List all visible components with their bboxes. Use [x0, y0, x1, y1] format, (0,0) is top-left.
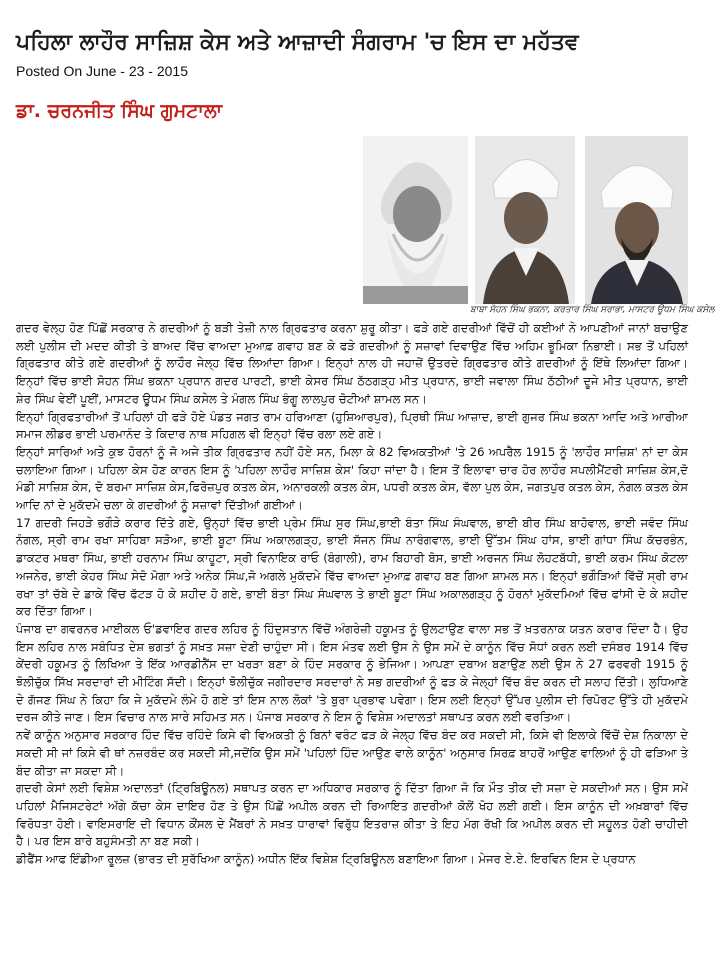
photo-caption: ਬਾਬਾ ਸੋਹਨ ਸਿੰਘ ਭਕਨਾ, ਕਰਤਾਰ ਸਿੰਘ ਸਰਾਭਾ, ਮਾਸਟਰ ਊਧਮ ਸਿੰਘ ਕਸੇਲ	[470, 305, 715, 315]
posted-date: Posted On June - 23 - 2015	[16, 63, 188, 79]
portrait-photo-2	[475, 136, 575, 304]
article-paragraph: ਗਦਰੀ ਕੇਸਾਂ ਲਈ ਵਿਸ਼ੇਸ਼ ਅਦਾਲਤਾਂ (ਟ੍ਰਿਬਿਊਨਲ) ਸਥਾਪਤ ਕਰਨ ਦਾ ਅਧਿਕਾਰ ਸਰਕਾਰ ਨੂੰ ਦਿੱਤਾ ਗਿਆ ਜੋ ਕਿ ਮੌਤ ਤੀਕ ਦੀ ਸਜ਼ਾ ਦੇ ਸਕਦੀਆਂ ਸਨ। ਉਸ ਸਮੇਂ ਪਹਿਲਾਂ ਮੈਜਿਸਟਰੇਟਾਂ ਅੱਗੇ ਕੱਚਾ ਕੇਸ ਦਾਇਰ ਹੋਣ ਤੇ ਉਸ ਪਿੱਛੋਂ ਅਪੀਲ ਕਰਨ ਦੀ ਰਿਆਇਤ ਗਦਰੀਆਂ ਕੋਲੋਂ ਖੋਹ ਲਈ ਗਈ। ਇਸ ਕਾਨੂੰਨ ਦੀ ਅਖ਼ਬਾਰਾਂ ਵਿੱਚ ਵਿਰੋਧਤਾ ਹੋਈ। ਵਾਇਸਰਾਇ ਦੀ ਵਿਧਾਨ ਕੌਂਸਲ ਦੇ ਮੈਂਬਰਾਂ ਨੇ ਸਖ਼ਤ ਧਾਰਾਵਾਂ ਵਿਰੁੱਧ ਇਤਰਾਜ਼ ਕੀਤਾ ਤੇ ਇਹ ਮੰਗ ਰੱਖੀ ਕਿ ਅਪੀਲ ਕਰਨ ਦੀ ਸਹੂਲਤ ਹੋਣੀ ਚਾਹੀਦੀ ਹੈ। ਪਰ ਇਸ ਬਾਰੇ ਬਹੁਸੰਮਤੀ ਨਾ ਬਣ ਸਕੀ।	[16, 781, 688, 849]
article-paragraph: ਡੀਫੈਂਸ ਆਫ ਇੰਡੀਆ ਰੂਲਜ਼ (ਭਾਰਤ ਦੀ ਸੁਰੱਖਿਆ ਕਾਨੂੰਨ) ਅਧੀਨ ਇੱਕ ਵਿਸ਼ੇਸ਼ ਟ੍ਰਿਬਿਊਨਲ ਬਣਾਇਆ ਗਿਆ। ਮੇਜਰ ਏ.ਏ. ਇਰਵਿਨ ਇਸ ਦੇ ਪ੍ਰਧਾਨ	[16, 852, 636, 867]
article-body	[16, 320, 688, 869]
article-paragraph: ਇਨ੍ਹਾਂ ਗ੍ਰਿਫਤਾਰੀਆਂ ਤੋਂ ਪਹਿਲਾਂ ਹੀ ਫੜੇ ਹੋਏ ਪੰਡਤ ਜਗਤ ਰਾਮ ਹਰਿਆਣਾ (ਹੁਸ਼ਿਆਰਪੁਰ), ਪ੍ਰਿਥੀ ਸਿੰਘ ਆਜ਼ਾਦ, ਭਾਈ ਗੁਜਰ ਸਿੰਘ ਭਕਨਾ ਆਦਿ ਅਤੇ ਆਰੀਆ ਸਮਾਜ ਲੀਡਰ ਭਾਈ ਪਰਮਾਨੰਦ ਤੇ ਕਿਦਾਰ ਨਾਥ ਸਹਿਗਲ ਵੀ ਇਨ੍ਹਾਂ ਵਿੱਚ ਰਲਾ ਲਏ ਗਏ।	[16, 409, 688, 442]
portrait-photo-1	[363, 136, 468, 304]
article-paragraph: ਪੰਜਾਬ ਦਾ ਗਵਰਨਰ ਮਾਈਕਲ ਓ'ਡਵਾਇਰ ਗਦਰ ਲਹਿਰ ਨੂੰ ਹਿੰਦੁਸਤਾਨ ਵਿੱਚੋਂ ਅੰਗਰੇਜ਼ੀ ਹਕੂਮਤ ਨੂੰ ਉਲਟਾਉਣ ਵਾਲਾ ਸਭ ਤੋਂ ਖ਼ਤਰਨਾਕ ਯਤਨ ਕਰਾਰ ਦਿੰਦਾ ਹੈ। ਉਹ ਇਸ ਲਹਿਰ ਨਾਲ ਸਬੰਧਿਤ ਦੇਸ਼ ਭਗਤਾਂ ਨੂੰ ਸਖ਼ਤ ਸਜ਼ਾ ਦੇਣੀ ਚਾਹੁੰਦਾ ਸੀ। ਇਸ ਮੰਤਵ ਲਈ ਉਸ ਨੇ ਉਸ ਸਮੇਂ ਦੇ ਕਾਨੂੰਨ ਵਿੱਚ ਸੋਧਾਂ ਕਰਨ ਲਈ ਦਸੰਬਰ 1914 ਵਿੱਚ ਕੇਂਦਰੀ ਹਕੂਮਤ ਨੂੰ ਲਿਖਿਆ ਤੇ ਇੱਕ ਆਰਡੀਨੈਂਸ ਦਾ ਖਰੜਾ ਬਣਾ ਕੇ ਹਿੰਦ ਸਰਕਾਰ ਨੂੰ ਭੇਜਿਆ। ਆਪਣਾ ਦਬਾਅ ਬਣਾਉਣ ਲਈ ਉਸ ਨੇ 27 ਫਰਵਰੀ 1915 ਨੂੰ ਝੋਲੀਚੁੱਕ ਸਿੱਖ ਸਰਦਾਰਾਂ ਦੀ ਮੀਟਿੰਗ ਸੱਦੀ। ਇਨ੍ਹਾਂ ਝੋਲੀਚੁੱਕ ਜਗੀਰਦਾਰ ਸਰਦਾਰਾਂ ਨੇ ਸਭ ਗਦਰੀਆਂ ਨੂੰ ਫੜ ਕੇ ਜੇਲ੍ਹਾਂ ਵਿੱਚ ਬੰਦ ਕਰਨ ਦੀ ਸਲਾਹ ਦਿੱਤੀ। ਲੁਧਿਆਣੇ ਦੇ ਗੱਜਣ ਸਿੰਘ ਨੇ ਕਿਹਾ ਕਿ ਜੇ ਮੁਕੱਦਮੇ ਲੰਮੇ ਹੋ ਗਏ ਤਾਂ ਇਸ ਨਾਲ ਲੋਕਾਂ 'ਤੇ ਬੁਰਾ ਪ੍ਰਭਾਵ ਪਵੇਗਾ। ਇਸ ਲਈ ਇਨ੍ਹਾਂ ਉੱਪਰ ਪੁਲੀਸ ਦੀ ਰਿਪੋਰਟ ਉੱਤੇ ਹੀ ਮੁਕੱਦਮੇ ਦਰਜ ਕੀਤੇ ਜਾਣ। ਇਸ ਵਿਚਾਰ ਨਾਲ ਸਾਰੇ ਸਹਿਮਤ ਸਨ। ਪੰਜਾਬ ਸਰਕਾਰ ਨੇ ਇਸ ਨੂੰ ਵਿਸ਼ੇਸ਼ ਅਦਾਲਤਾਂ ਸਥਾਪਤ ਕਰਨ ਲਈ ਵਰਤਿਆ।	[16, 621, 689, 725]
article-paragraph: 17 ਗਦਰੀ ਜਿਹੜੇ ਭਗੌੜੇ ਕਰਾਰ ਦਿੱਤੇ ਗਏ, ਉਨ੍ਹਾਂ ਵਿੱਚ ਭਾਈ ਪ੍ਰੇਮ ਸਿੰਘ ਸੁਰ ਸਿੰਘ,ਭਾਈ ਬੰਤਾ ਸਿੰਘ ਸੰਘਵਾਲ, ਭਾਈ ਬੀਰ ਸਿੰਘ ਬਾਹੋਵਾਲ, ਭਾਈ ਜਵੰਦ ਸਿੰਘ ਨੰਗਲ, ਸ੍ਰੀ ਰਾਮ ਰਖਾ ਸਾਹਿਬਾ ਸੜੋਆ, ਭਾਈ ਬੂਟਾ ਸਿੰਘ ਅਕਾਲਗੜ੍ਹ, ਭਾਈ ਸੱਜਨ ਸਿੰਘ ਨਾਰੰਗਵਾਲ, ਭਾਈ ਉੱਤਮ ਸਿੰਘ ਹਾਂਸ, ਭਾਈ ਗਾਂਧਾ ਸਿੰਘ ਕੱਚਰਭੰਨ, ਡਾਕਟਰ ਮਥਰਾ ਸਿੰਘ, ਭਾਈ ਹਰਨਾਮ ਸਿੰਘ ਕਾਹੂਟਾ, ਸ੍ਰੀ ਵਿਨਾਇਕ ਰਾਓ (ਬੰਗਾਲੀ), ਰਾਮ ਬਿਹਾਰੀ ਬੋਸ, ਭਾਈ ਅਰਜਨ ਸਿੰਘ ਲੋਹਟਬੱਧੀ, ਭਾਈ ਕਰਮ ਸਿੰਘ ਕੋਟਲਾ ਅਜਨੇਰ, ਭਾਈ ਕੇਹਰ ਸਿੰਘ ਸੇਦੋ ਮੋਗਾ ਅਤੇ ਅਨੇਕ ਸਿੰਘ,ਜੋ ਅਗਲੇ ਮੁਕੱਦਮੇ ਵਿੱਚ ਵਾਅਦਾ ਮੁਆਫ਼ ਗਵਾਹ ਬਣ ਗਿਆ ਸ਼ਾਮਲ ਸਨ। ਇਨ੍ਹਾਂ ਭਗੌੜਿਆਂ ਵਿੱਚੋਂ ਸ੍ਰੀ ਰਾਮ ਰਖਾ ਤਾਂ ਚੱਬੇ ਦੇ ਡਾਕੇ ਵਿੱਚ ਫੱਟੜ ਹੋ ਕੇ ਸ਼ਹੀਦ ਹੋ ਗਏ, ਭਾਈ ਬੰਤਾ ਸਿੰਘ ਸੰਘਵਾਲ ਤੇ ਭਾਈ ਬੂਟਾ ਸਿੰਘ ਅਕਾਲਗੜ੍ਹ ਨੂੰ ਹੋਰਨਾਂ ਮੁਕੱਦਮਿਆਂ ਵਿੱਚ ਫਾਂਸੀ ਦੇ ਕੇ ਸ਼ਹੀਦ ਕਰ ਦਿੱਤਾ ਗਿਆ।	[16, 515, 688, 619]
author-name: ਡਾ. ਚਰਨਜੀਤ ਸਿੰਘ ਗੁਮਟਾਲਾ	[16, 100, 223, 122]
article-paragraph: ਇਨ੍ਹਾਂ ਸਾਰਿਆਂ ਅਤੇ ਕੁਝ ਹੋਰਨਾਂ ਨੂੰ ਜੋ ਅਜੇ ਤੀਕ ਗ੍ਰਿਫਤਾਰ ਨਹੀਂ ਹੋਏ ਸਨ, ਮਿਲਾ ਕੇ 82 ਵਿਅਕਤੀਆਂ 'ਤੇ 26 ਅਪਰੈਲ 1915 ਨੂੰ 'ਲਾਹੌਰ ਸਾਜ਼ਿਸ਼' ਨਾਂ ਦਾ ਕੇਸ ਚਲਾਇਆ ਗਿਆ। ਪਹਿਲਾ ਕੇਸ ਹੋਣ ਕਾਰਨ ਇਸ ਨੂੰ 'ਪਹਿਲਾ ਲਾਹੌਰ ਸਾਜ਼ਿਸ਼ ਕੇਸ' ਕਿਹਾ ਜਾਂਦਾ ਹੈ। ਇਸ ਤੋਂ ਇਲਾਵਾ ਚਾਰ ਹੋਰ ਲਾਹੌਰ ਸਪਲੀਮੈਂਟਰੀ ਸਾਜ਼ਿਸ਼ ਕੇਸ,ਦੋ ਮੰਡੀ ਸਾਜ਼ਿਸ਼ ਕੇਸ, ਦੋ ਬਰਮਾ ਸਾਜ਼ਿਸ਼ ਕੇਸ,ਫਿਰੋਜ਼ਪੁਰ ਕਤਲ ਕੇਸ, ਅਨਾਰਕਲੀ ਕਤਲ ਕੇਸ, ਪਧਰੀ ਕਤਲ ਕੇਸ, ਵੱਲਾ ਪੁਲ ਕੇਸ, ਜਗਤਪੁਰ ਕਤਲ ਕੇਸ, ਨੰਗਲ ਕਤਲ ਕੇਸ ਆਦਿ ਨਾਂ ਦੇ ਮੁਕੱਦਮੇ ਚਲਾ ਕੇ ਗਦਰੀਆਂ ਨੂੰ ਸਜ਼ਾਵਾਂ ਦਿੱਤੀਆਂ ਗਈਆਂ।	[16, 444, 688, 513]
article-paragraph: ਗਦਰ ਵੇਲ੍ਹ ਹੋਣ ਪਿੱਛੋਂ ਸਰਕਾਰ ਨੇ ਗਦਰੀਆਂ ਨੂੰ ਬੜੀ ਤੇਜ਼ੀ ਨਾਲ ਗ੍ਰਿਫਤਾਰ ਕਰਨਾ ਸ਼ੁਰੂ ਕੀਤਾ। ਫੜੇ ਗਏ ਗਦਰੀਆਂ ਵਿੱਚੋਂ ਹੀ ਕਈਆਂ ਨੇ ਆਪਣੀਆਂ ਜਾਨਾਂ ਬਚਾਉਣ ਲਈ ਪੁਲੀਸ ਦੀ ਮਦਦ ਕੀਤੀ ਤੇ ਬਾਅਦ ਵਿੱਚ ਵਾਅਦਾ ਮੁਆਫ਼ ਗਵਾਹ ਬਣ ਕੇ ਫੜੇ ਗਦਰੀਆਂ ਨੂੰ ਸਜ਼ਾਵਾਂ ਦਿਵਾਉਣ ਵਿੱਚ ਅਹਿਮ ਭੂਮਿਕਾ ਨਿਭਾਈ। ਸਭ ਤੋਂ ਪਹਿਲਾਂ ਗ੍ਰਿਫਤਾਰ ਕੀਤੇ ਗਏ ਗਦਰੀਆਂ ਨੂੰ ਲਾਹੌਰ ਜੇਲ੍ਹ ਵਿੱਚ ਲਿਆਂਦਾ ਗਿਆ। ਇਨ੍ਹਾਂ ਨਾਲ ਹੀ ਜਹਾਜ਼ੋਂ ਉਤਰਦੇ ਗ੍ਰਿਫਤਾਰ ਕੀਤੇ ਗਦਰੀਆਂ ਨੂੰ ਇੱਥੇ ਲਿਆਂਦਾ ਗਿਆ। ਇਨ੍ਹਾਂ ਵਿੱਚ ਭਾਈ ਸੋਹਨ ਸਿੰਘ ਭਕਨਾ ਪ੍ਰਧਾਨ ਗਦਰ ਪਾਰਟੀ, ਭਾਈ ਕੇਸਰ ਸਿੰਘ ਠੱਠਗੜ੍ਹ ਮੀਤ ਪ੍ਰਧਾਨ, ਭਾਈ ਜਵਾਲਾ ਸਿੰਘ ਠੱਠੀਆਂ ਦੂਜੇ ਮੀਤ ਪ੍ਰਧਾਨ, ਭਾਈ ਸ਼ੇਰ ਸਿੰਘ ਵੇਈਂ ਪੂਈਂ, ਮਾਸਟਰ ਊਧਮ ਸਿੰਘ ਕਸੇਲ ਤੇ ਮੰਗਲ ਸਿੰਘ ਭੰਗੂ ਲਾਲਪੁਰ ਚੋਟੀਆਂ ਸ਼ਾਮਲ ਸਨ।	[16, 321, 688, 406]
portrait-photo-3	[585, 136, 688, 304]
portrait-photos	[363, 136, 688, 304]
article-paragraph: ਨਵੇਂ ਕਾਨੂੰਨ ਅਨੁਸਾਰ ਸਰਕਾਰ ਹਿੰਦ ਵਿੱਚ ਰਹਿੰਦੇ ਕਿਸੇ ਵੀ ਵਿਅਕਤੀ ਨੂੰ ਬਿਨਾਂ ਵਰੰਟ ਫੜ ਕੇ ਜੇਲ੍ਹ ਵਿੱਚ ਬੰਦ ਕਰ ਸਕਦੀ ਸੀ, ਕਿਸੇ ਵੀ ਇਲਾਕੇ ਵਿੱਚੋਂ ਦੇਸ਼ ਨਿਕਾਲਾ ਦੇ ਸਕਦੀ ਸੀ ਜਾਂ ਕਿਸੇ ਵੀ ਥਾਂ ਨਜ਼ਰਬੰਦ ਕਰ ਸਕਦੀ ਸੀ,ਜਦੋਂਕਿ ਉਸ ਸਮੇਂ 'ਪਹਿਲਾਂ ਹਿੰਦ ਆਉਣ ਵਾਲੇ ਕਾਨੂੰਨ' ਅਨੁਸਾਰ ਸਿਰਫ਼ ਬਾਹਰੋਂ ਆਉਣ ਵਾਲਿਆਂ ਨੂੰ ਹੀ ਫੜਿਆ ਤੇ ਬੰਦ ਕੀਤਾ ਜਾ ਸਕਦਾ ਸੀ।	[16, 728, 688, 778]
article-title: ਪਹਿਲਾ ਲਾਹੌਰ ਸਾਜ਼ਿਸ਼ ਕੇਸ ਅਤੇ ਆਜ਼ਾਦੀ ਸੰਗਰਾਮ 'ਚ ਇਸ ਦਾ ਮਹੱਤਵ	[16, 30, 579, 55]
